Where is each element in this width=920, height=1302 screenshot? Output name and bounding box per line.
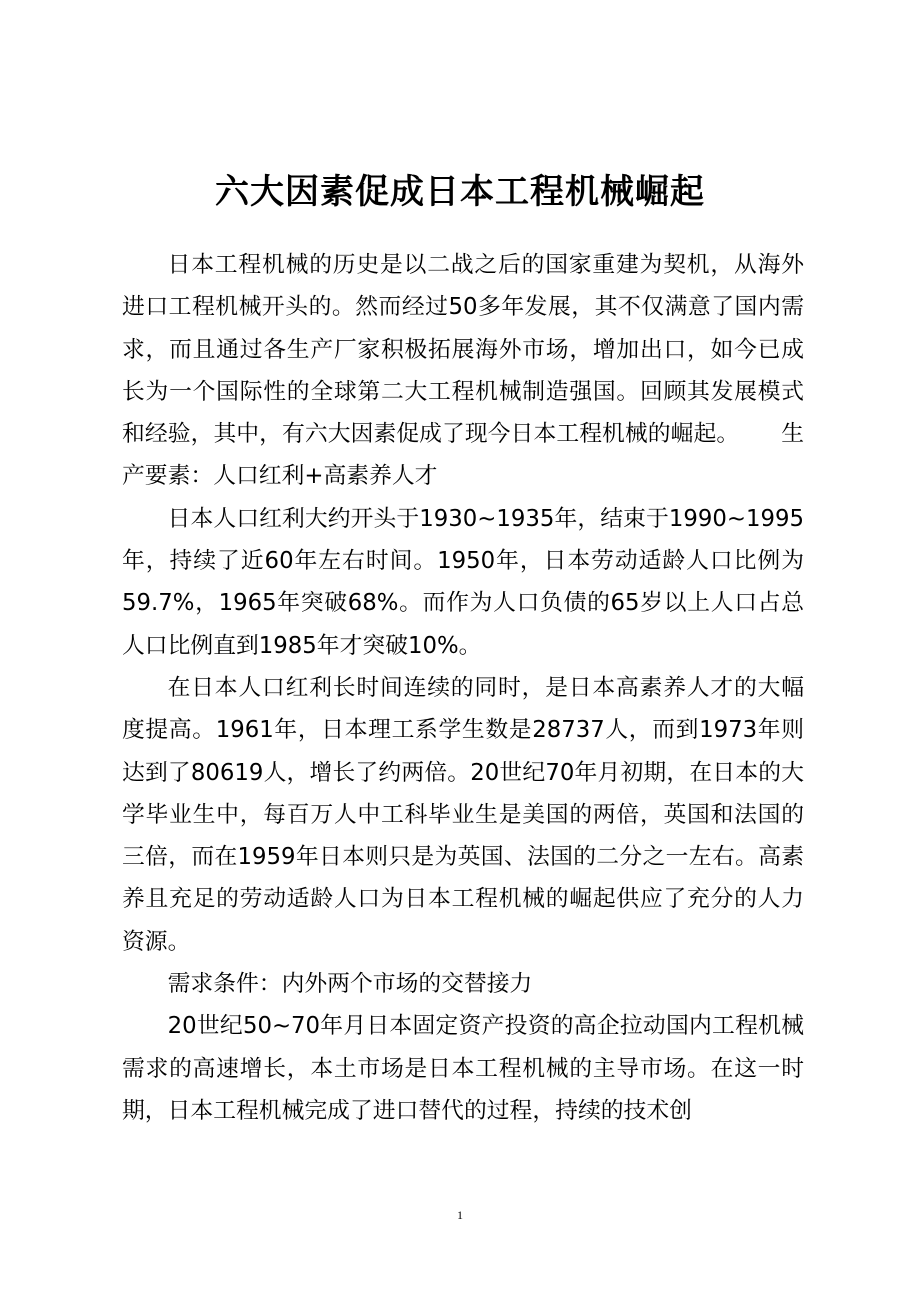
document-body (122, 244, 804, 1132)
paragraph-intro (122, 244, 804, 498)
section-heading-demand-conditions: 需求条件：内外两个市场的交替接力 (167, 971, 533, 998)
document-title: 六大因素促成日本工程机械崛起 (215, 172, 705, 212)
paragraph-intro-text: 日本工程机械的历史是以二战之后的国家重建为契机，从海外进口工程机械开头的。然而经过50多年发展，其不仅满意了国内需求，而且通过各生产厂家积极拓展海外市场，增加出口，如今已成长为一个国际性的全球第二大工程机械制造强国。回顾其发展模式和经验，其中，有六大因素促成了现今日本工程机械的崛起。 (122, 252, 804, 448)
page-number: 1 (457, 1208, 463, 1222)
paragraph-domestic-market: 20世纪50~70年月日本固定资产投资的高企拉动国内工程机械需求的高速增长，本土市场是日本工程机械的主导市场。在这一时期，日本工程机械完成了进口替代的过程，持续的技术创 (122, 1013, 804, 1124)
paragraph-demographic-dividend: 日本人口红利大约开头于1930~1935年，结束于1990~1995年，持续了近60年左右时间。1950年，日本劳动适龄人口比例为59.7%，1965年突破68%。而作为人口负债的65岁以上人口占总人口比例直到1985年才突破10%。 (122, 505, 804, 659)
paragraph-talent: 在日本人口红利长时间连续的同时，是日本高素养人才的大幅度提高。1961年，日本理工系学生数是28737人，而到1973年则达到了80619人，增长了约两倍。20世纪70年月初期，在日本的大学毕业生中，每百万人中工科毕业生是美国的两倍，英国和法国的三倍，而在1959年日本则只是为英国、法国的二分之一左右。高素养且充足的劳动适龄人口为日本工程机械的崛起供应了充分的人力资源。 (122, 674, 804, 955)
section-heading-production-factors: 生产要素：人口红利+高素养人才 (122, 421, 804, 490)
